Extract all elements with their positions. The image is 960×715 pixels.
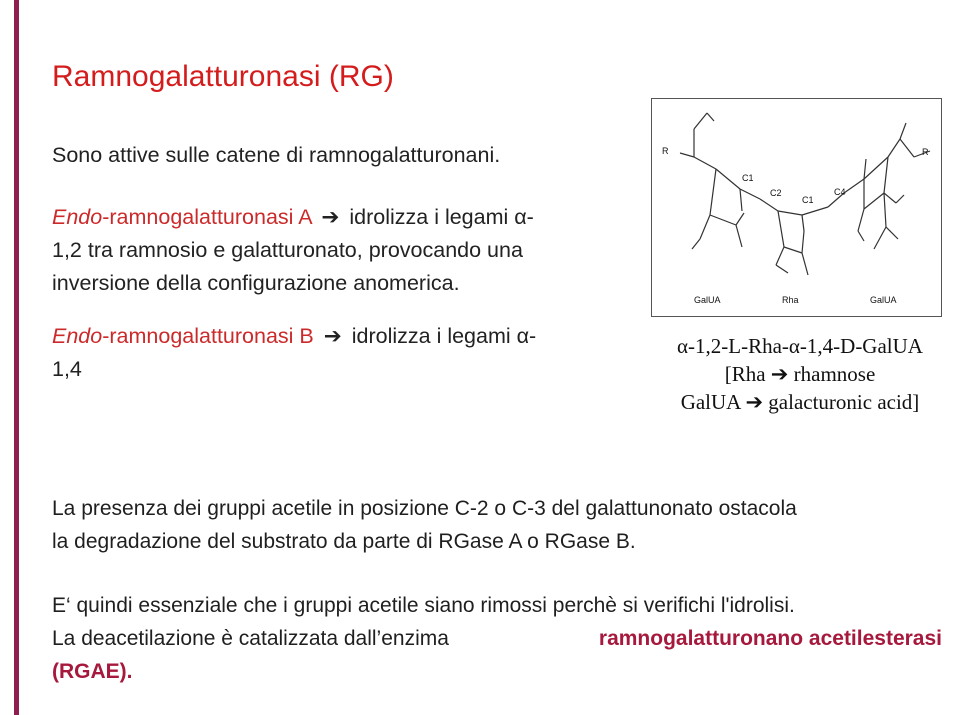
acetyl-line1: La presenza dei gruppi acetile in posizione C-2 o C-3 del galattunonato ostacola	[52, 497, 797, 520]
label-rha: Rha	[782, 295, 799, 305]
enzyme-b-name: -ramnogalatturonasi B	[102, 324, 314, 348]
enzyme-b-line1	[52, 320, 536, 353]
enzyme-a-prefix: Endo	[52, 205, 103, 229]
label-r-left: R	[662, 146, 669, 156]
deacetylation-line2	[52, 622, 942, 655]
caption-rhamnose: rhamnose	[793, 362, 876, 386]
arrow-icon: ➔	[323, 324, 342, 348]
enzyme-a-line1	[52, 201, 534, 234]
enzyme-a-paragraph	[52, 201, 534, 300]
enzyme-b-paragraph	[52, 320, 536, 386]
enzyme-a-line3: inversione della configurazione anomerica.	[52, 271, 460, 295]
enzyme-name-rgae: ramnogalatturonano acetilesterasi	[598, 627, 942, 650]
enzyme-a-line2: 1,2 tra ramnosio e galatturonato, provocando una	[52, 238, 523, 262]
caption-rha: [Rha	[724, 362, 766, 386]
acetyl-line2: la degradazione del substrato da parte di RGase A o RGase B.	[52, 530, 636, 553]
enzyme-b-prefix: Endo	[52, 324, 103, 348]
molecule-structure-figure	[651, 98, 942, 317]
arrow-icon: ➔	[321, 205, 340, 229]
label-c1-b: C1	[802, 195, 814, 205]
deacetylation-text: La deacetilazione è catalizzata dall’enzima	[52, 627, 449, 650]
molecule-structure-diagram	[652, 99, 941, 316]
arrow-icon: ➔	[770, 362, 789, 386]
label-galua-left: GalUA	[694, 295, 721, 305]
enzyme-a-name: -ramnogalatturonasi A	[102, 205, 312, 229]
label-c1-a: C1	[742, 173, 754, 183]
caption-line1: α-1,2-L-Rha-α-1,4-D-GalUA	[677, 334, 923, 358]
enzyme-a-line1-rest: idrolizza i legami α-	[349, 205, 534, 229]
label-r-right: R	[922, 147, 929, 157]
label-c2: C2	[770, 188, 782, 198]
caption-galacturonic: galacturonic acid]	[768, 390, 920, 414]
structure-caption	[650, 332, 950, 416]
enzyme-b-line1-rest: idrolizza i legami α-	[351, 324, 537, 348]
accent-bar	[14, 0, 19, 715]
label-galua-right: GalUA	[870, 295, 897, 305]
caption-galua: GalUA	[680, 390, 741, 414]
label-c4: C4	[834, 187, 846, 197]
intro-text: Sono attive sulle catene di ramnogalatturonani.	[52, 143, 501, 167]
deacetylation-paragraph	[52, 589, 942, 688]
acetyl-paragraph	[52, 492, 942, 558]
arrow-icon: ➔	[745, 390, 764, 414]
caption-line3	[650, 388, 950, 416]
slide-title: Ramnogalatturonasi (RG)	[52, 60, 394, 93]
rgae-abbreviation: (RGAE).	[52, 660, 133, 683]
enzyme-b-line2: 1,4	[52, 357, 82, 381]
caption-line2	[650, 360, 950, 388]
deacetylation-line1: E‘ quindi essenziale che i gruppi acetile siano rimossi perchè si verifichi l'idrolisi.	[52, 594, 795, 617]
